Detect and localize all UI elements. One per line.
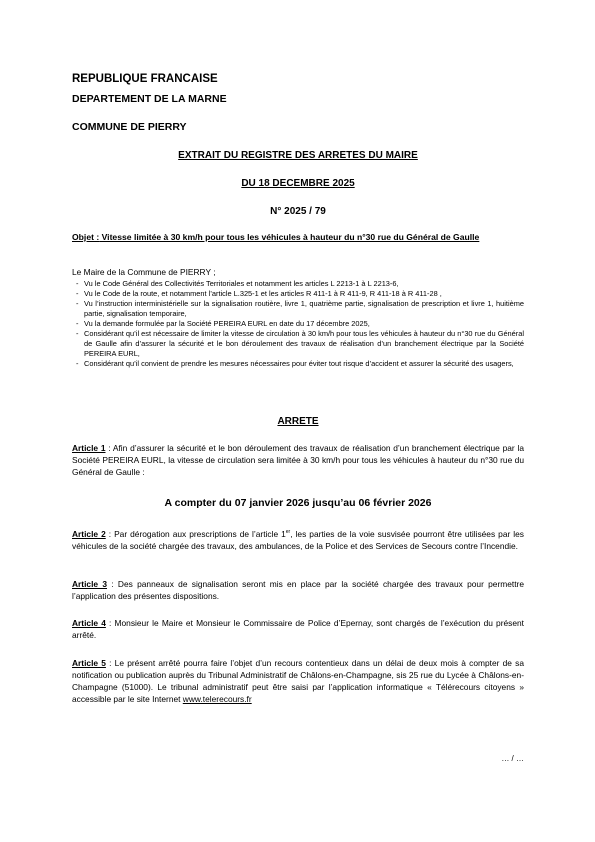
list-item: - Vu l’instruction interministérielle sur la signalisation routière, livre 1, quatrième partie, signalisation de prescription et livre 1, huitième partie, signalisation temporaire,	[72, 299, 524, 319]
article-5-text: : Le présent arrêté pourra faire l’objet d’un recours contentieux dans un délai de deux mois à compter de sa notification ou publication auprès du Tribunal Administratif de Châlons-en-Champagne, sis 25 rue du Lycée à Châlons-en-Champagne (51000). Le tribunal administratif peut être saisi par l’application informatique « Télérecours citoyens » accessible par le site Internet	[72, 658, 524, 704]
article-3-text: : Des panneaux de signalisation seront mis en place par la société chargée des travaux pour permettre l’application des présentes dispositions.	[72, 579, 524, 601]
object-line	[72, 231, 524, 243]
article-3-label: Article 3	[72, 579, 108, 589]
period-heading: A compter du 07 janvier 2026 jusqu’au 06 février 2026	[164, 497, 432, 509]
preamble-intro: Le Maire de la Commune de PIERRY ;	[72, 267, 216, 277]
object-text: Vitesse limitée à 30 km/h pour tous les véhicules à hauteur du n°30 rue du Général de Gaulle	[99, 232, 480, 242]
article-1	[72, 442, 524, 478]
article-5	[72, 657, 524, 705]
list-item: - Considérant qu’il est nécessaire de limiter la vitesse de circulation à 30 km/h pour tous les véhicules à hauteur du n°30 rue du Général de Gaulle afin d’assurer la sécurité et le bon déroulement des travaux de réalisation d’un branchement électrique par la Société PEREIRA EURL,	[72, 329, 524, 359]
article-1-label: Article 1	[72, 443, 106, 453]
article-4-text: : Monsieur le Maire et Monsieur le Commissaire de Police d’Epernay, sont chargés de l’exécution du présent arrêté.	[72, 618, 524, 640]
list-item: - Vu la demande formulée par la Société PEREIRA EURL en date du 17 décembre 2025,	[72, 319, 524, 329]
article-1-text: : Afin d’assurer la sécurité et le bon déroulement des travaux de réalisation d’un branchement électrique par la Société PEREIRA EURL, la vitesse de circulation sera limitée à 30 km/h pour tous les véhicules à hauteur du n°30 rue du Général de Gaulle :	[72, 443, 524, 477]
article-2-label: Article 2	[72, 528, 106, 539]
article-2-sup: er	[285, 529, 291, 535]
article-4	[72, 617, 524, 641]
department-heading: DEPARTEMENT DE LA MARNE	[72, 93, 227, 105]
list-item: - Vu le Code de la route, et notamment l’article L.325-1 et les articles R 411-1 à R 411-9, R 411-18 à R 411-28 ,	[72, 289, 524, 299]
republic-heading: REPUBLIQUE FRANCAISE	[72, 73, 218, 85]
article-2	[72, 526, 524, 552]
article-3	[72, 578, 524, 602]
object-label: Objet :	[72, 232, 100, 242]
decree-number: N° 2025 / 79	[270, 206, 326, 217]
list-item: - Vu le Code Général des Collectivités Territoriales et notamment les articles L 2213-1 à L 2213-6,	[72, 279, 524, 289]
article-2-text-a: : Par dérogation aux prescriptions de l’article 1	[105, 528, 286, 539]
list-item: - Considérant qu’il convient de prendre les mesures nécessaires pour éviter tout risque d’accident et assurer la sécurité des usagers,	[72, 359, 524, 369]
article-5-label: Article 5	[72, 658, 106, 668]
article-2-text-b: , les parties de la voie susvisée pourront être utilisées par les véhicules de la société chargée des travaux, des ambulances, de la Police et des Services de Secours contre l’Incendie.	[72, 528, 524, 551]
date-title: DU 18 DECEMBRE 2025	[241, 178, 355, 189]
page-continuation: … / …	[501, 754, 524, 763]
commune-heading: COMMUNE DE PIERRY	[72, 121, 187, 133]
article-4-label: Article 4	[72, 618, 106, 628]
arrete-heading: ARRETE	[277, 416, 319, 427]
preamble-list	[72, 279, 524, 369]
extract-title: EXTRAIT DU REGISTRE DES ARRETES DU MAIRE	[178, 150, 418, 161]
telerecours-link[interactable]: www.telerecours.fr	[182, 694, 252, 704]
